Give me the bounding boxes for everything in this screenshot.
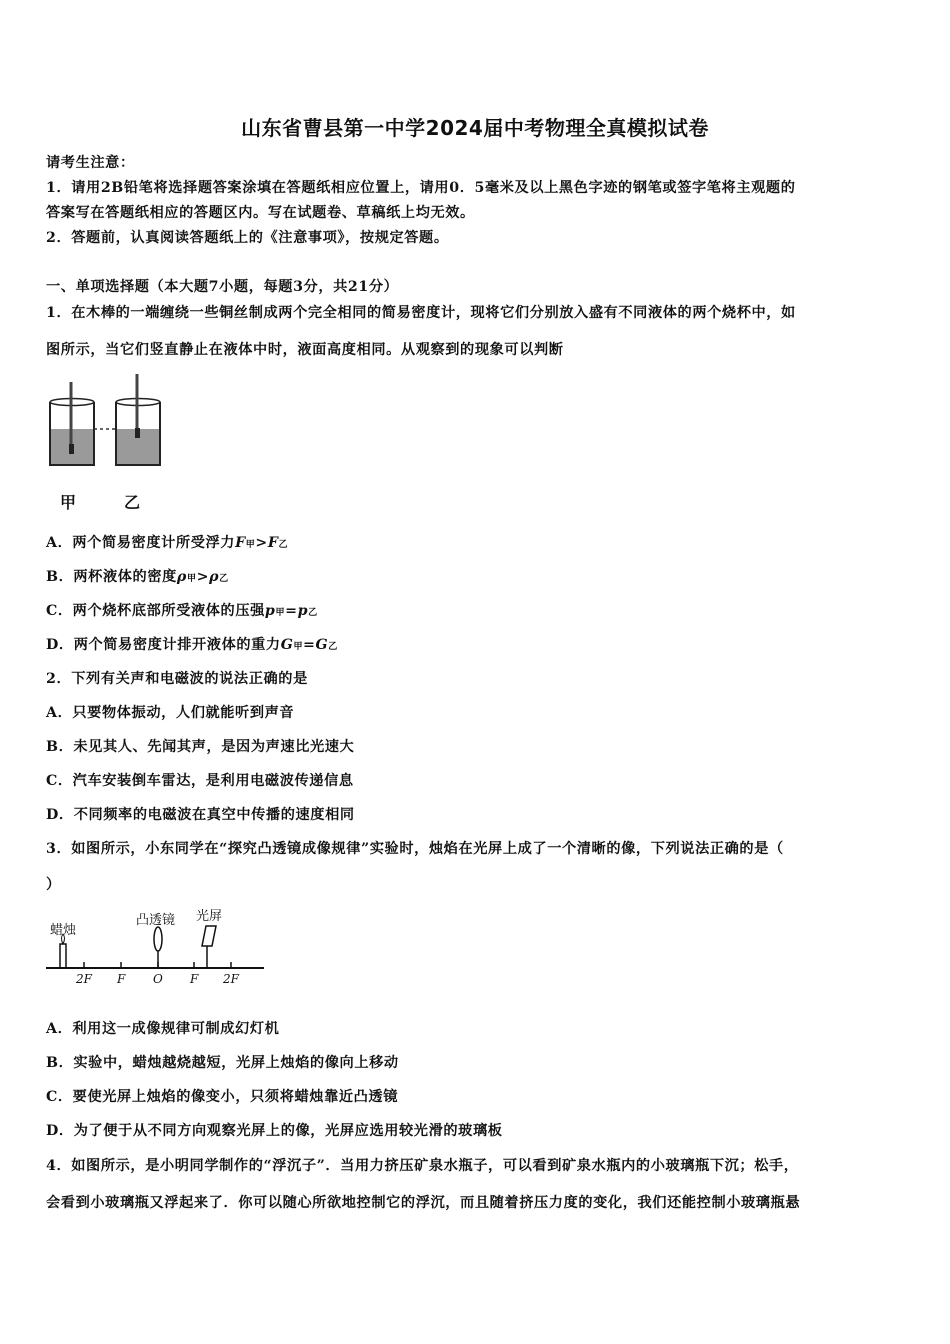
- figure-label-right: 乙: [124, 493, 141, 512]
- section-heading: 一、单项选择题（本大题7小题，每题3分，共21分）: [46, 279, 399, 295]
- symbol: F: [267, 535, 279, 551]
- lens-label: 凸透镜: [136, 913, 176, 928]
- q3-stem-b: ）: [46, 877, 61, 893]
- operator: >: [255, 535, 268, 551]
- q2-option-d: D．不同频率的电磁波在真空中传播的速度相同: [46, 807, 355, 823]
- symbol: p: [297, 603, 309, 619]
- symbol: p: [264, 603, 276, 619]
- q2-option-a: A．只要物体振动，人们就能听到声音: [46, 705, 295, 721]
- tick-label: F: [117, 972, 126, 986]
- q3-lens-experiment-figure: [44, 902, 266, 988]
- option-text: B．两杯液体的密度: [46, 569, 177, 585]
- candle: [60, 934, 66, 968]
- q1-stem-a: 1．在木棒的一端缠绕一些铜丝制成两个完全相同的简易密度计，现将它们分别放入盛有不同液体的两个烧杯中，如: [46, 305, 796, 321]
- q2-option-b: B．未见其人、先闻其声，是因为声速比光速大: [46, 739, 355, 755]
- q2-stem: 2．下列有关声和电磁波的说法正确的是: [46, 671, 308, 687]
- tick-label: F: [190, 972, 199, 986]
- q1-stem-b: 图所示，当它们竖直静止在液体中时，液面高度相同。从观察到的现象可以判断: [46, 342, 564, 358]
- q3-option-d: D．为了便于从不同方向观察光屏上的像，光屏应选用较光滑的玻璃板: [46, 1123, 503, 1139]
- q1-option-c: [46, 600, 318, 620]
- q1-option-d: [46, 634, 338, 654]
- operator: =: [285, 603, 298, 619]
- subscript: 乙: [308, 608, 318, 618]
- convex-lens: [154, 927, 162, 968]
- notice-item-1a: 1．请用2B铅笔将选择题答案涂填在答题纸相应位置上，请用0．5毫米及以上黑色字迹的钢笔或签字笔将主观题的: [46, 180, 796, 196]
- q3-option-b: B．实验中，蜡烛越烧越短，光屏上烛焰的像向上移动: [46, 1055, 399, 1071]
- symbol: ρ: [176, 569, 187, 585]
- beaker-left: [50, 382, 94, 465]
- symbol: G: [280, 637, 294, 653]
- q4-stem-a: 4．如图所示，是小明同学制作的“浮沉子”．当用力挤压矿泉水瓶子，可以看到矿泉水瓶内的小玻璃瓶下沉；松手，: [46, 1158, 799, 1174]
- light-screen: [202, 926, 216, 968]
- notice-heading: 请考生注意：: [46, 155, 135, 171]
- q3-stem-a: 3．如图所示，小东同学在“探究凸透镜成像规律”实验时，烛焰在光屏上成了一个清晰的像，下列说法正确的是（: [46, 841, 784, 857]
- symbol: F: [235, 535, 246, 551]
- q1-option-a: [46, 532, 288, 552]
- operator: >: [196, 569, 210, 585]
- symbol: ρ: [209, 569, 220, 585]
- beaker-right: [116, 374, 160, 465]
- subscript: 甲: [245, 540, 256, 550]
- notice-item-2: 2．答题前，认真阅读答题纸上的《注意事项》，按规定答题。: [46, 230, 449, 246]
- operator: =: [303, 637, 316, 653]
- subscript: 甲: [275, 608, 286, 618]
- screen-label: 光屏: [196, 909, 223, 924]
- q3-option-c: C．要使光屏上烛焰的像变小，只须将蜡烛靠近凸透镜: [46, 1089, 399, 1105]
- subscript: 乙: [328, 642, 338, 652]
- q3-option-a: A．利用这一成像规律可制成幻灯机: [46, 1021, 280, 1037]
- subscript: 甲: [293, 642, 304, 652]
- option-text: A．两个简易密度计所受浮力: [46, 535, 236, 551]
- tick-label: 2F: [223, 972, 239, 986]
- figure-label-left: 甲: [60, 493, 77, 512]
- q2-option-c: C．汽车安装倒车雷达，是利用电磁波传递信息: [46, 773, 354, 789]
- option-text: D．两个简易密度计排开液体的重力: [46, 637, 281, 653]
- q4-stem-b: 会看到小玻璃瓶又浮起来了．你可以随心所欲地控制它的浮沉，而且随着挤压力度的变化，我们还能控制小玻璃瓶悬: [46, 1195, 801, 1211]
- candle-label: 蜡烛: [50, 923, 77, 938]
- tick-label: 2F: [76, 972, 92, 986]
- page-title: 山东省曹县第一中学2024届中考物理全真模拟试卷: [241, 116, 709, 140]
- subscript: 乙: [219, 574, 229, 584]
- subscript: 甲: [186, 574, 197, 584]
- subscript: 乙: [278, 540, 289, 550]
- q1-option-b: [46, 566, 229, 586]
- q1-hydrometer-figure: [44, 372, 174, 472]
- tick-label: O: [153, 972, 163, 986]
- notice-item-1b: 答案写在答题纸相应的答题区内。写在试题卷、草稿纸上均无效。: [46, 205, 475, 221]
- symbol: G: [315, 637, 329, 653]
- option-text: C．两个烧杯底部所受液体的压强: [46, 603, 265, 619]
